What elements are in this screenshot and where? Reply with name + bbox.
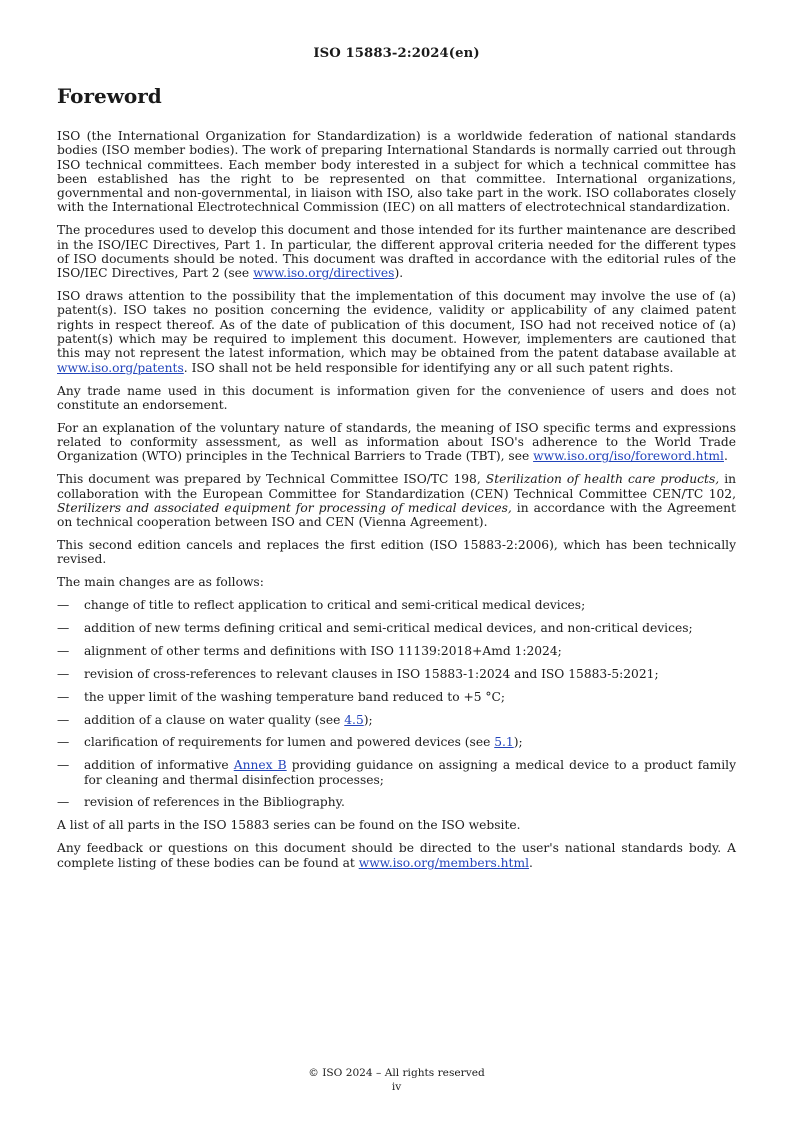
paragraph-patents bbox=[57, 289, 736, 375]
list-item bbox=[57, 735, 736, 749]
link-patents[interactable]: www.iso.org/patents bbox=[57, 360, 184, 375]
page-footer bbox=[0, 1066, 793, 1094]
dash: — bbox=[57, 643, 70, 658]
changes-intro: The main changes are as follows: bbox=[57, 575, 264, 590]
text: providing guidance on assigning a medical device to a product family for cleaning and thermal disinfection processes; bbox=[84, 758, 736, 787]
list-item bbox=[57, 795, 736, 809]
list-item bbox=[57, 690, 736, 704]
list-item-text bbox=[84, 735, 736, 749]
text: Any feedback or questions on this document should be directed to the user's national standards body. A complete listing of these bodies can be found at bbox=[57, 841, 736, 870]
dash: — bbox=[57, 712, 70, 727]
text: . ISO shall not be held responsible for identifying any or all such patent rights. bbox=[183, 360, 674, 375]
link-directives[interactable]: www.iso.org/directives bbox=[253, 266, 395, 281]
page-title: Foreword bbox=[57, 84, 162, 108]
list-item bbox=[57, 713, 736, 727]
text: addition of informative bbox=[84, 758, 234, 773]
link-members[interactable]: www.iso.org/members.html bbox=[358, 855, 530, 870]
list-item-text: addition of new terms defining critical and semi-critical medical devices, and non-critical devices; bbox=[84, 620, 693, 635]
dash: — bbox=[57, 795, 70, 810]
text: ); bbox=[513, 735, 523, 750]
text: in accordance with the Agreement on technical cooperation between ISO and CEN (Vienna Agreement). bbox=[57, 500, 736, 530]
text: in collaboration with the European Committee for Standardization (CEN) Technical Committee CEN/TC 102, bbox=[57, 472, 737, 501]
list-item-text: revision of cross-references to relevant clauses in ISO 15883-1:2024 and ISO 15883-5:2021; bbox=[84, 666, 659, 681]
link-foreword[interactable]: www.iso.org/iso/foreword.html bbox=[533, 449, 724, 464]
text: addition of a clause on water quality (see bbox=[84, 712, 345, 727]
text: ); bbox=[363, 712, 373, 727]
cen-committee-title-italic: Sterilizers and associated equipment for processing of medical devices, bbox=[57, 500, 512, 515]
paragraph-trade-name: Any trade name used in this document is information given for the convenience of users and does not constitute an endorsement. bbox=[57, 383, 736, 412]
text: This document was prepared by Technical Committee ISO/TC 198, bbox=[57, 472, 486, 487]
text: The procedures used to develop this document and those intended for its further maintenance are described in the ISO/IEC Directives, Part 1. In particular, the different approval criteria needed for the different types of ISO documents should be noted. This document was drafted in accordance with the editorial rules of the ISO/IEC Directives, Part 2 (see bbox=[57, 223, 736, 281]
list-item-text: the upper limit of the washing temperature band reduced to +5 °C; bbox=[84, 689, 506, 704]
paragraph-series-list: A list of all parts in the ISO 15883 series can be found on the ISO website. bbox=[57, 818, 521, 833]
text: . bbox=[529, 855, 533, 870]
paragraph-voluntary-nature bbox=[57, 421, 736, 464]
list-item bbox=[57, 758, 736, 787]
committee-title-italic: Sterilization of health care products, bbox=[485, 472, 720, 487]
dash: — bbox=[57, 666, 70, 681]
list-item-text bbox=[84, 758, 736, 787]
copyright-notice: © ISO 2024 – All rights reserved bbox=[308, 1067, 485, 1079]
dash: — bbox=[57, 735, 70, 750]
list-item-text: change of title to reflect application to critical and semi-critical medical devices; bbox=[84, 598, 586, 613]
changes-list bbox=[57, 598, 736, 810]
page-number: iv bbox=[391, 1081, 402, 1093]
text: ). bbox=[394, 266, 404, 281]
link-annex-b[interactable]: Annex B bbox=[233, 758, 287, 773]
dash: — bbox=[57, 689, 70, 704]
dash: — bbox=[57, 620, 70, 635]
foreword-body bbox=[57, 129, 736, 878]
list-item bbox=[57, 598, 736, 612]
dash: — bbox=[57, 598, 70, 613]
list-item-text: revision of references in the Bibliography. bbox=[84, 795, 345, 810]
text: For an explanation of the voluntary nature of standards, the meaning of ISO specific terms and expressions related to conformity assessment, as well as information about ISO's adherence to the World Trade Organization (WTO) principles in the Technical Barriers to Trade (TBT), see bbox=[57, 420, 736, 464]
document-id-header: ISO 15883-2:2024(en) bbox=[313, 46, 480, 61]
dash: — bbox=[57, 758, 70, 773]
text: clarification of requirements for lumen and powered devices (see bbox=[84, 735, 495, 750]
paragraph-procedures bbox=[57, 223, 736, 280]
paragraph-committee bbox=[57, 472, 736, 529]
paragraph-feedback bbox=[57, 841, 736, 870]
list-item bbox=[57, 621, 736, 635]
link-clause-4-5[interactable]: 4.5 bbox=[344, 712, 364, 727]
text: ISO draws attention to the possibility that the implementation of this document may involve the use of (a) patent(s). ISO takes no position concerning the evidence, validity or applicability of any claimed patent rights in respect thereof. As of the date of publication of this document, ISO had not received notice of (a) patent(s) which may be required to implement this document. However, implementers are cautioned that this may not represent the latest information, which may be obtained from the patent database available at bbox=[57, 289, 736, 361]
text: . bbox=[723, 449, 728, 464]
paragraph-edition: This second edition cancels and replaces the first edition (ISO 15883-2:2006), which has been technically revised. bbox=[57, 537, 736, 567]
list-item-text: alignment of other terms and definitions with ISO 11139:2018+Amd 1:2024; bbox=[84, 643, 562, 658]
link-clause-5-1[interactable]: 5.1 bbox=[494, 735, 514, 750]
paragraph-iso-intro: ISO (the International Organization for Standardization) is a worldwide federation of national standards bodies (ISO member bodies). The work of preparing International Standards is normally carried out through ISO technical committees. Each member body interested in a subject for which a technical committee has been established has the right to be represented on that committee. International organizations, governmental and non-governmental, in liaison with ISO, also take part in the work. ISO collaborates closely with the International Electrotechnical Commission (IEC) on all matters of electrotechnical standardization. bbox=[57, 129, 736, 215]
list-item bbox=[57, 667, 736, 681]
list-item bbox=[57, 644, 736, 658]
list-item-text bbox=[84, 713, 736, 727]
